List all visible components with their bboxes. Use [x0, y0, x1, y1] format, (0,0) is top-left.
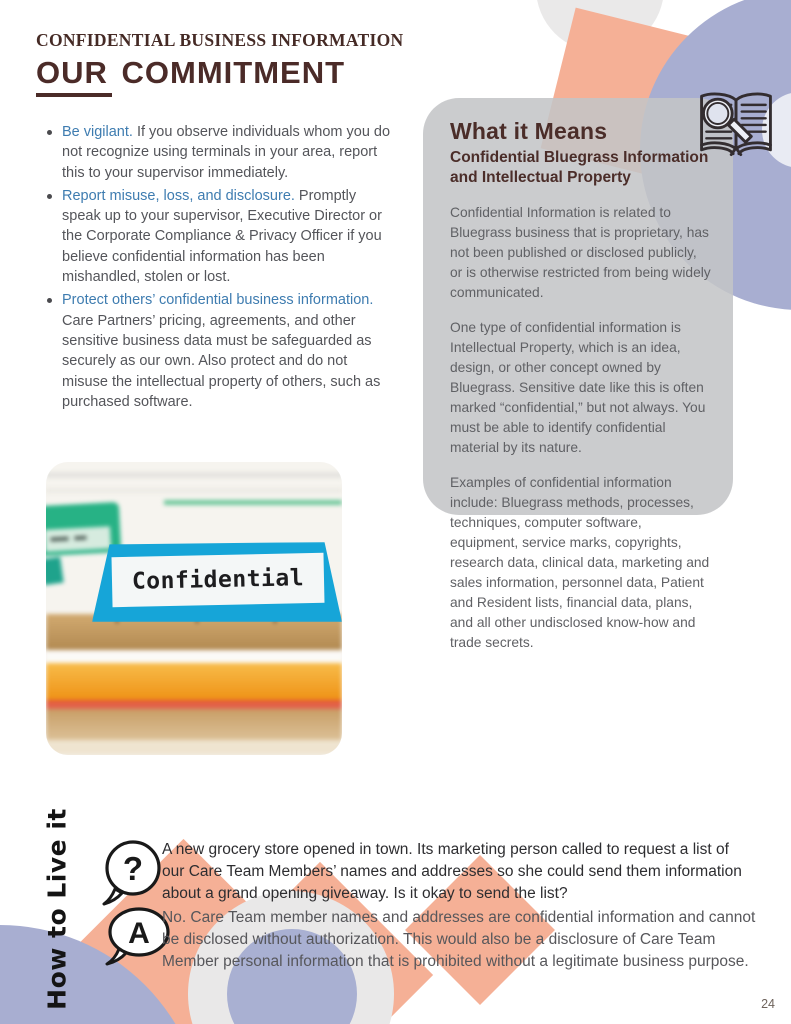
answer-letter-glyph: A: [128, 917, 150, 950]
bullet-lead: Report misuse, loss, and disclosure.: [62, 187, 295, 204]
bullet-lead: Protect others’ confidential business information.: [62, 292, 374, 309]
question-mark-glyph: ?: [122, 850, 144, 887]
page-title-underlined-word: OUR: [36, 55, 112, 97]
panel-subtitle: Confidential Bluegrass Information and Intellectual Property: [450, 149, 709, 187]
panel-paragraph: One type of confidential information is Intellectual Property, which is an idea, design, or other concept owned by Bluegrass. Sensitive date like this is often marked “confidential,” but not always. You must be able to identify confidential material by its nature.: [450, 320, 706, 456]
bullet-text: Promptly speak up to your supervisor, Executive Director or the Corporate Compliance & Privacy Officer if you believe confidential information has been mishandled, stolen or lost.: [62, 187, 382, 286]
folder-edge-tan-bottom: [46, 709, 342, 743]
paper-stack: [46, 650, 342, 663]
answer-text: No. Care Team member names and addresses are confidential information and cannot be disclosed without authorization. This would also be a disclosure of Care Team Member personal information that is prohibited without a legitimate business purpose.: [162, 909, 756, 970]
question-text: A new grocery store opened in town. Its marketing person called to request a list of our Care Team Members’ names and addresses so she could send them information about a grand opening giveaway. Is it okay to send the list?: [162, 841, 742, 902]
folder-red-edge: [46, 700, 342, 709]
bullet-item: [45, 122, 393, 183]
page-title: [36, 55, 403, 91]
bullet-item: [45, 290, 393, 412]
folder-orange: [46, 663, 342, 703]
panel-title: What it Means: [450, 118, 608, 144]
what-it-means-panel: [423, 98, 733, 651]
page-header: [36, 30, 403, 91]
book-magnifier-icon: [692, 85, 780, 168]
panel-paragraph: Confidential Information is related to Bluegrass business that is proprietary, has not been published or disclosed publicly, or is otherwise restricted from being widely communicated.: [450, 205, 711, 301]
bullet-text: If you observe individuals whom you do not recognize using terminals in your area, report this to your supervisor immediately.: [62, 124, 391, 181]
page-title-rest: COMMITMENT: [111, 55, 346, 90]
folder-tab-teal: [46, 557, 64, 586]
panel-body: [450, 203, 711, 653]
header-eyebrow: CONFIDENTIAL BUSINESS INFORMATION: [36, 30, 404, 50]
section-title-how-to-live-it: How to Live it: [42, 808, 72, 1010]
commitment-bullet-list: [45, 122, 393, 415]
panel-paragraph: Examples of confidential information include: Bluegrass methods, processes, techniques, computer software, equipment, service marks, copyrights, research data, clinical data, marketing and sales information, personnel data, Patient and Resident lists, financial data, plans, and all other undisclosed know-how and trade secrets.: [450, 475, 710, 651]
bullet-item: [45, 186, 393, 287]
confidential-tab-label: Confidential: [111, 553, 324, 607]
page-number: 24: [761, 997, 775, 1011]
bullet-lead: Be vigilant.: [62, 124, 133, 140]
question-bubble-icon: [100, 838, 164, 911]
photo-file-folders: [46, 462, 342, 755]
bullet-text: Care Partners’ pricing, agreements, and other sensitive business data must be safeguarded as securely as our own. Also protect and do not misuse the intellectual property of others, such as purchased software.: [62, 312, 381, 410]
